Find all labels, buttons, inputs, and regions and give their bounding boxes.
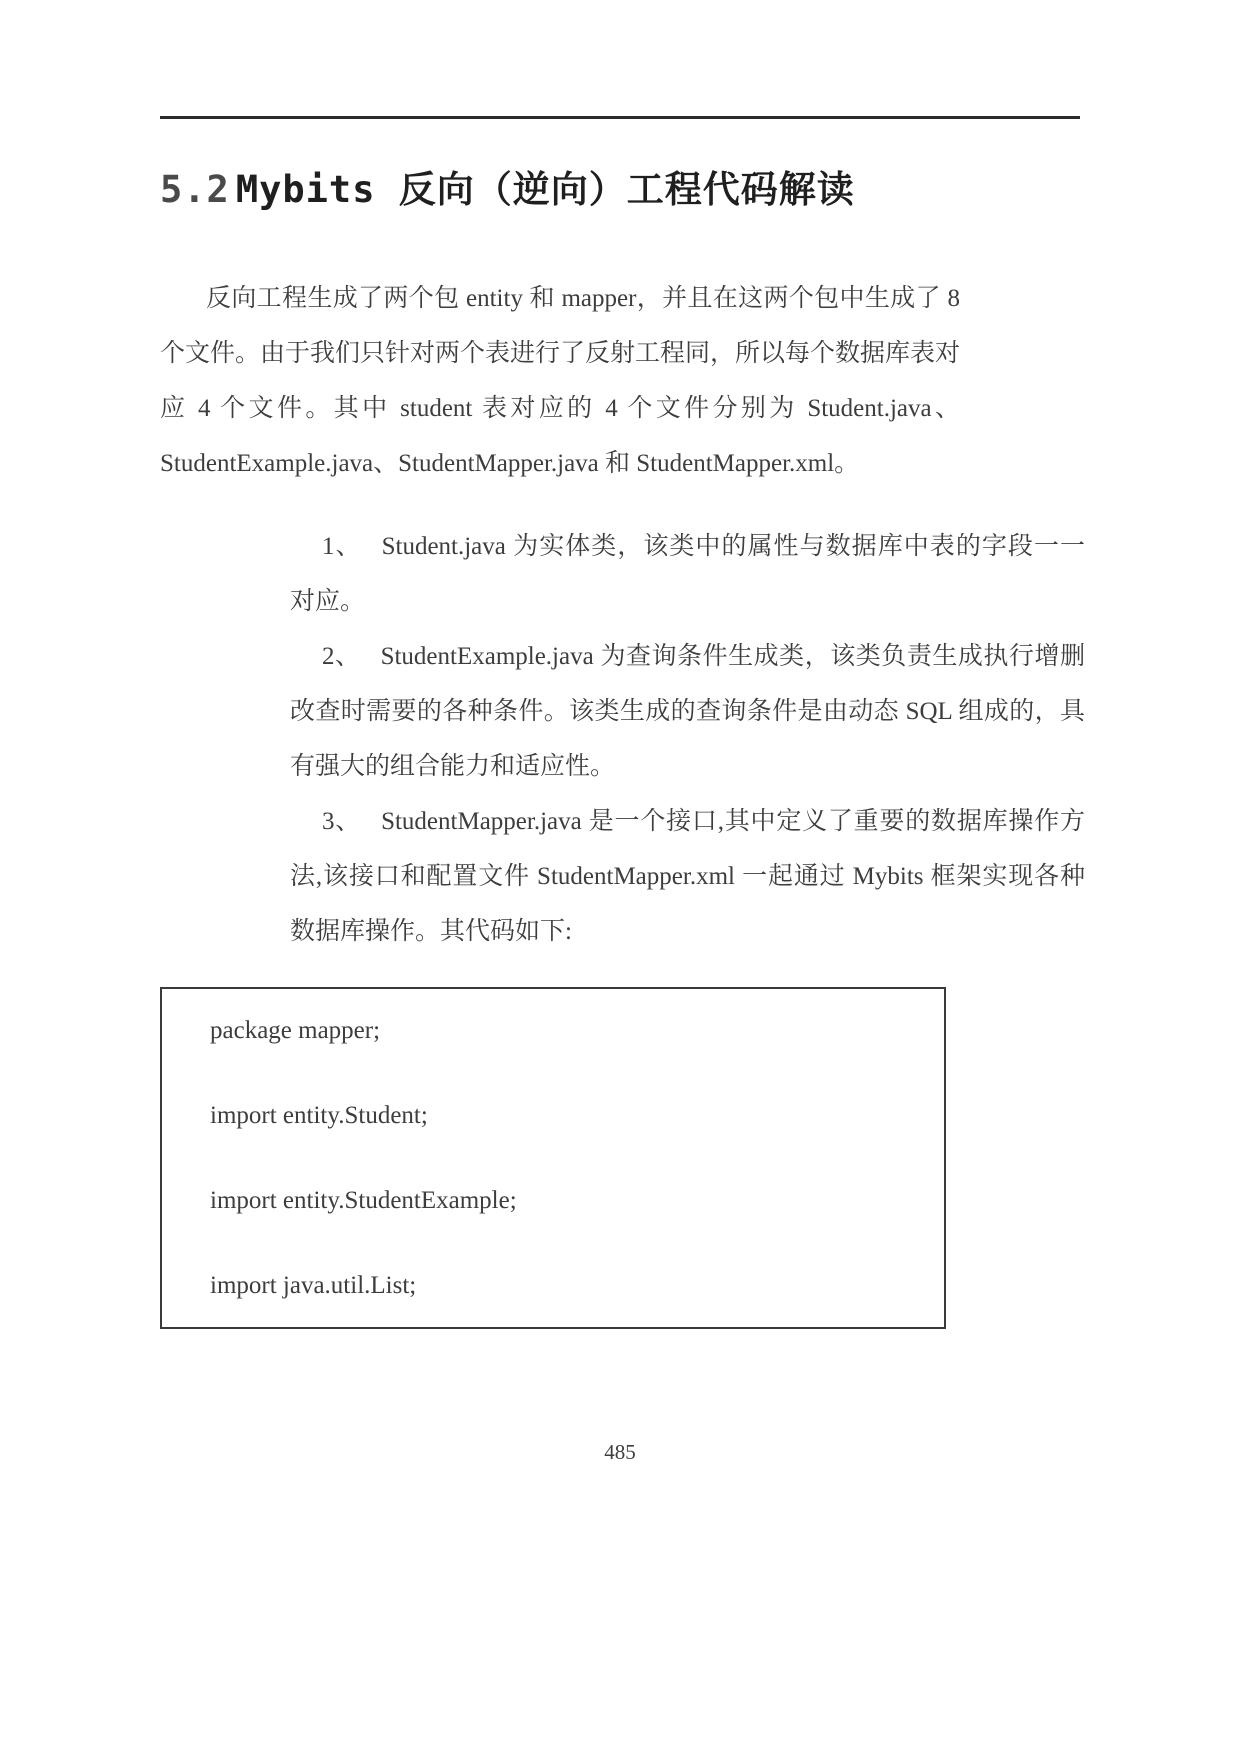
code-line-import-list: import java.util.List;: [210, 1272, 417, 1299]
list-item-3: [290, 794, 1085, 959]
list-item-2: [290, 629, 1085, 794]
list-item-1-number: 1、: [322, 533, 362, 560]
document-page: [160, 0, 1085, 1329]
numbered-list: [290, 519, 1085, 959]
list-item-1: [290, 519, 1085, 629]
code-line-import-student: import entity.Student;: [210, 1102, 428, 1129]
section-title: Mybits 反向（逆向）工程代码解读: [235, 168, 855, 211]
code-line-import-studentexample: import entity.StudentExample;: [210, 1187, 517, 1214]
list-item-2-text: StudentExample.java 为查询条件生成类，该类负责生成执行增删改查时需要的各种条件。该类生成的查询条件是由动态 SQL 组成的，具有强大的组合能力和适应性。: [290, 643, 1085, 780]
intro-paragraph: 反向工程生成了两个包 entity 和 mapper，并且在这两个包中生成了 8 个文件。由于我们只针对两个表进行了反射工程同，所以每个数据库表对应 4 个文件。其中 student 表对应的 4 个文件分别为 Student.java、StudentExample.java、StudentMapper.java 和 StudentMapper.xml。: [160, 285, 961, 477]
list-item-2-number: 2、: [322, 643, 361, 670]
section-number: 5.2: [160, 168, 230, 211]
code-block: [160, 987, 946, 1329]
list-item-3-text: StudentMapper.java 是一个接口,其中定义了重要的数据库操作方法,该接口和配置文件 StudentMapper.xml 一起通过 Mybits 框架实现各种数据库操作。其代码如下:: [290, 808, 1085, 945]
page-number: 485: [604, 1440, 636, 1464]
header-rule: [160, 116, 1080, 119]
section-heading: [160, 159, 1080, 213]
code-line-package: package mapper;: [210, 1017, 381, 1044]
list-item-3-number: 3、: [322, 808, 362, 835]
list-item-1-text: Student.java 为实体类，该类中的属性与数据库中表的字段一一对应。: [290, 533, 1085, 615]
